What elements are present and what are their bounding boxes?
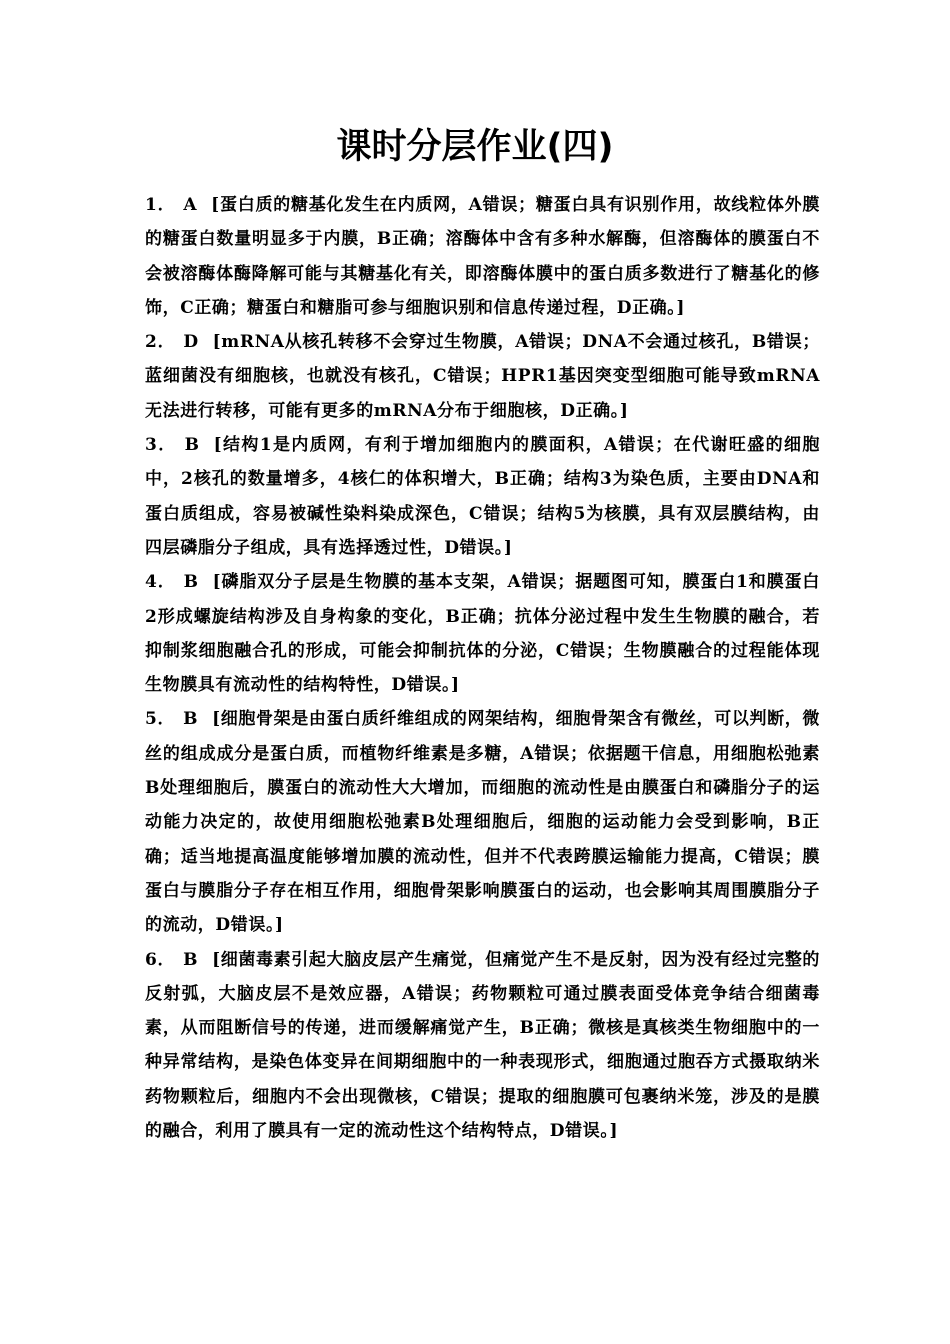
answer-item-6 [145,943,820,1149]
answer-list [145,188,820,1148]
answer-choice: B [183,572,199,593]
answer-item-4 [145,565,820,702]
answer-choice: B [183,709,199,730]
answer-choice: B [184,435,200,456]
answer-number: 5． [145,709,176,730]
answer-number: 6． [145,949,176,970]
answer-explanation: [磷脂双分子层是生物膜的基本支架，A错误；据题图可知，膜蛋白1和膜蛋白2形成螺旋结构涉及自身构象的变化，B正确；抗体分泌过程中发生生物膜的融合，若抑制浆细胞融合孔的形成，可能会抑制抗体的分泌，C错误；生物膜融合的过程能体现生物膜具有流动性的结构特性，D错误。] [145,572,821,696]
answer-item-1 [145,188,820,325]
answer-explanation: [蛋白质的糖基化发生在内质网，A错误；糖蛋白具有识别作用，故线粒体外膜的糖蛋白数量明显多于内膜，B正确；溶酶体中含有多种水解酶，但溶酶体的膜蛋白不会被溶酶体酶降解可能与其糖基化有关，即溶酶体膜中的蛋白质多数进行了糖基化的修饰，C正确；糖蛋白和糖脂可参与细胞识别和信息传递过程，D正确。] [145,195,820,318]
answer-explanation: [mRNA从核孔转移不会穿过生物膜，A错误；DNA不会通过核孔，B错误；蓝细菌没有细胞核，也就没有核孔，C错误；HPR1基因突变型细胞可能导致mRNA无法进行转移，可能有更多的mRNA分布于细胞核，D正确。] [145,332,820,421]
answer-explanation: [细胞骨架是由蛋白质纤维组成的网架结构，细胞骨架含有微丝，可以判断，微丝的组成成分是蛋白质，而植物纤维素是多糖，A错误；依据题干信息，用细胞松弛素B处理细胞后，膜蛋白的流动性大大增加，而细胞的流动性是由膜蛋白和磷脂分子的运动能力决定的，故使用细胞松弛素B处理细胞后，细胞的运动能力会受到影响，B正确；适当地提高温度能够增加膜的流动性，但并不代表跨膜运输能力提高，C错误；膜蛋白与膜脂分子存在相互作用，细胞骨架影响膜蛋白的运动，也会影响其周围膜脂分子的流动，D错误。] [145,709,821,936]
answer-number: 1． [145,195,176,215]
answer-item-5 [145,702,820,942]
answer-item-2 [145,325,820,428]
page-title: 课时分层作业(四) [336,127,614,167]
answer-number: 3． [145,435,177,456]
answer-item-3 [145,428,820,565]
answer-choice: A [183,195,198,215]
answer-explanation: [细菌毒素引起大脑皮层产生痛觉，但痛觉产生不是反射，因为没有经过完整的反射弧，大脑皮层不是效应器，A错误；药物颗粒可通过膜表面受体竞争结合细菌毒素，从而阻断信号的传递，进而缓解痛觉产生，B正确；微核是真核类生物细胞中的一种异常结构，是染色体变异在间期细胞中的一种表现形式，细胞通过胞吞方式摄取纳米药物颗粒后，细胞内不会出现微核，C错误；提取的细胞膜可包裹纳米笼，涉及的是膜的融合，利用了膜具有一定的流动性这个结构特点，D错误。] [145,949,821,1142]
answer-choice: B [183,949,199,970]
answer-number: 2． [145,332,176,353]
answer-choice: D [183,332,199,353]
answer-number: 4． [145,572,176,593]
answer-explanation: [结构1是内质网，有利于增加细胞内的膜面积，A错误；在代谢旺盛的细胞中，2核孔的数量增多，4核仁的体积增大，B正确；结构3为染色质，主要由DNA和蛋白质组成，容易被碱性染料染成深色，C错误；结构5为核膜，具有双层膜结构，由四层磷脂分子组成，具有选择透过性，D错误。] [145,435,820,558]
